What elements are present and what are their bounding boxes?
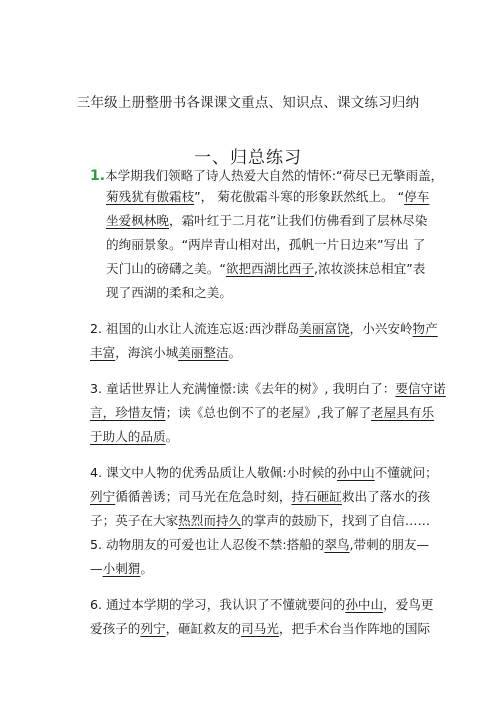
item-5-line-2: —小刺猬。 <box>90 561 153 576</box>
item-4-line-1: 4. 课文中人物的优秀品质让人敬佩:小时候的孙中山不懂就问； <box>90 465 438 480</box>
underlined-text: 小刺猬 <box>102 561 141 576</box>
document-title: 三年级上册整册书各课课文重点、知识点、课文练习归纳 <box>76 95 420 111</box>
item-1-line-6: 现了西湖的柔和之美。 <box>106 285 232 300</box>
underlined-text: 列宁 <box>90 489 116 504</box>
item-1-line-2: 菊残犹有傲霜枝”， 菊花傲霜斗寒的形象跃然纸上。 “停车 <box>106 189 430 204</box>
underlined-text: 美丽整洁 <box>178 345 229 360</box>
item-1-number: 1. <box>90 168 106 184</box>
underlined-text: 欲把西湖比西子 <box>225 261 315 276</box>
item-1-line-3: 坐爱枫林晚，霜叶红于二月花”让我们仿佛看到了层林尽染 <box>106 213 428 228</box>
underlined-text: 坐爱枫林晚 <box>106 213 169 228</box>
item-2-line-1: 2. 祖国的山水让人流连忘返:西沙群岛美丽富饶，小兴安岭物产 <box>90 321 438 336</box>
item-3-line-2: 言，珍惜友情；读《总也倒不了的老屋》,我了解了老屋具有乐 <box>90 405 435 420</box>
underlined-text: 美丽富饶 <box>299 321 350 336</box>
underlined-text: 老屋具有乐 <box>371 405 435 420</box>
item-5-line-1: 5. 动物朋友的可爱也让人忍俊不禁:搭船的翠鸟,带刺的朋友— <box>90 537 430 552</box>
underlined-text: 丰富 <box>90 345 116 360</box>
item-2-line-2: 丰富，海滨小城美丽整洁。 <box>90 345 242 360</box>
underlined-text: 列宁 <box>140 621 166 636</box>
underlined-text: 翠鸟 <box>324 537 350 552</box>
underlined-text: 孙中山 <box>345 597 384 612</box>
section-heading: 一、归总练习 <box>194 148 302 168</box>
item-1-line-5: 天门山的磅礴之美。“欲把西湖比西子,浓妆淡抹总相宜”表 <box>106 261 426 276</box>
item-6-line-2: 爱孩子的列宁，砸缸救友的司马光，把手术台当作阵地的国际 <box>90 621 431 636</box>
underlined-text: 物产 <box>412 321 438 336</box>
item-6-line-1: 6. 通过本学期的学习，我认识了不懂就要问的孙中山，爱鸟更 <box>90 597 434 612</box>
underlined-text: 言，珍惜友情 <box>90 405 166 420</box>
underlined-text: 持石砸缸 <box>291 489 342 504</box>
underlined-text: 热烈而持久 <box>178 513 242 528</box>
item-1-line-4: 的绚丽景象。“两岸青山相对出，孤帆一片日边来”写出 了 <box>106 237 426 252</box>
item-1-line-1: 1.本学期我们领略了诗人热爱大自然的情怀:“荷尽已无擎雨盖， <box>90 168 444 184</box>
underlined-text: 于助人的品质 <box>90 429 166 444</box>
item-4-line-2: 列宁循循善诱；司马光在危急时刻，持石砸缸救出了落水的孩 <box>90 489 431 504</box>
item-3-line-3: 于助人的品质。 <box>90 429 179 444</box>
underlined-text: 停车 <box>404 189 430 204</box>
underlined-text: 司马光 <box>241 621 279 636</box>
item-3-line-1: 3. 童话世界让人充满憧憬:读《去年的树》, 我明白了：要信守诺 <box>90 381 446 396</box>
underlined-text: 孙中山 <box>336 465 375 480</box>
underlined-text: 要信守诺 <box>395 381 446 396</box>
item-4-line-3: 子；英子在大家热烈而持久的掌声的鼓励下，找到了自信…… <box>90 513 431 528</box>
underlined-text: 菊残犹有傲霜枝 <box>106 189 195 204</box>
